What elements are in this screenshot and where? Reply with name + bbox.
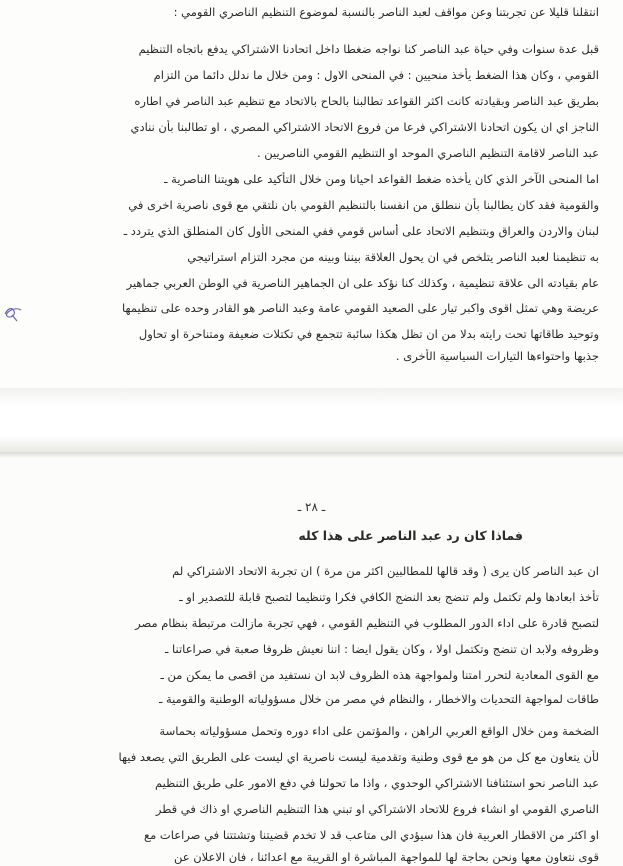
- text-line: والقومية فقد كان يطالبنا بأن ننطلق من انفسنا بالتنظيم القومي بان نلتقي مع قوى ناصرية اخرى في: [128, 198, 599, 212]
- text-line: وظروفه ولابد ان تنضج وتكتمل اولا ، وكان يقول ايضا : اننا نعيش ظروفا صعبة في صراعاتنا ـ: [164, 642, 599, 656]
- text-line: اما المنحى الآخر الذي كان يأخذه ضغط القواعد احيانا ومن خلال التأكيد على هويتنا الناصرية ـ: [164, 172, 599, 186]
- scan-gap: [0, 388, 623, 452]
- text-line: تأخذ ابعادها ولم تكتمل ولم تنضج بعد النضج الكافي فكرا وتنظيما لتصبح قابلة للتصدير او ـ: [179, 590, 599, 604]
- text-line: انتقلنا قليلا عن تجربتنا وعن مواقف لعبد الناصر بالنسبة لموضوع التنظيم الناصري القومي :: [173, 5, 599, 19]
- text-line: قبل عدة سنوات وفي حياة عبد الناصر كنا نواجه ضغطا داخل اتحادنا الاشتراكي يدفع باتجاه التنظيم: [138, 42, 599, 56]
- page-number: ـ ٢٨ ـ: [297, 500, 326, 514]
- text-line: به تنظيمنا لعبد الناصر يتلخص في ان يحول العلاقة بيننا وبينه من مجرد التزام استراتيجي: [187, 250, 599, 264]
- text-line: قوى نتعاون معها ونحن بحاجة لها للمواجهة المباشرة او القريبة مع اعدائنا ، فان الاعلان عن: [173, 850, 599, 864]
- text-line: الناصري القومي او انشاء فروع للاتحاد الاشتراكي او تبني هذا التنظيم الناصري او ذاك في قطر: [155, 802, 599, 816]
- text-line: ان عبد الناصر كان يرى ( وقد قالها للمطالبين اكثر من مرة ) ان تجربة الاتحاد الاشتراكي لم: [172, 564, 599, 578]
- text-line: لبنان والاردن والعراق وبتنظيم الاتحاد على أساس قومي ففي المنحى الأول كان المنطلق الذي يتردد ـ: [123, 224, 599, 238]
- text-line: الضخمة ومن خلال الواقع العربي الراهن ، والمؤتمن على اداء دوره وتحمل مسؤولياته بحماسة: [159, 724, 599, 738]
- text-line: الناجز اي ان يكون اتحادنا الاشتراكي فرعا من فروع الاتحاد الاشتراكي المصري ، او تطالبنا بأن ننادي: [130, 120, 599, 134]
- text-line: عريضة وهي تمثل اقوى واكبر تيار على الصعيد القومي عامة وعبد الناصر هو القادر وحده على تنظيمها: [122, 301, 599, 315]
- text-line: لتصبح قادرة على اداء الدور المطلوب في التنظيم القومي ، فهي تجربة مازالت مرتبطة بنظام مصر: [135, 616, 599, 630]
- text-line: عبد الناصر نحو استئنافنا الاشتراكي الوحدوي ، واذا ما تحولنا في دفع الامور على طريق التنظيم: [154, 776, 599, 790]
- text-line: طاقات لمواجهة التحديات والاخطار ، والنظام في مصر من خلال مسؤولياته الوطنية والقومية ـ: [158, 692, 599, 706]
- text-line: عام بقيادته الى علاقة تنظيمية ، وكذلك كنا نؤكد على ان الجماهير الناصرية في الوطن العربي جماهير: [126, 276, 599, 290]
- text-line: او اكثر من الاقطار العربية فان هذا سيؤدي الى متاعب قد لا تخدم قضيتنا وتشتتنا في صراعات مع: [144, 828, 599, 842]
- section-heading: فماذا كان رد عبد الناصر على هذا كله: [298, 528, 523, 543]
- text-line: بطريق عبد الناصر وبقيادته كانت اكثر القواعد تطالبنا بالحاح بالاتحاد مع تنظيم عبد الناصر في اطاره: [134, 94, 599, 108]
- text-line: وتوحيد طاقاتها تحت رايته بدلا من ان تظل هكذا سائبة تتجمع في تكتلات ضعيفة ومتناحرة او تحاول: [138, 327, 599, 341]
- text-line: لأن يتعاون مع كل من هو مع قوى وطنية وتقدمية ليست ناصرية اي ليست على الطريق التي يصعد فيها: [118, 750, 599, 764]
- scanned-page-bottom: [0, 452, 623, 866]
- text-line: مع القوى المعادية لتحرر امتنا ولمواجهة هذه الظروف لابد ان نستفيد من اقصى ما يمكن من ـ: [160, 668, 599, 682]
- text-line: القومي ، وكان هذا الضغط يأخذ منحيين : في المنحى الاول : ومن خلال ما ندلل دائما من التزام: [153, 68, 599, 82]
- pen-mark-icon: [2, 302, 24, 324]
- scanned-page-top: [0, 0, 623, 388]
- page-seam: [0, 452, 623, 458]
- text-line: جذبها واحتواءها التيارات السياسية الأخرى .: [395, 349, 599, 363]
- text-line: عبد الناصر لاقامة التنظيم الناصري الموحد او التنظيم القومي الناصريين .: [256, 146, 599, 160]
